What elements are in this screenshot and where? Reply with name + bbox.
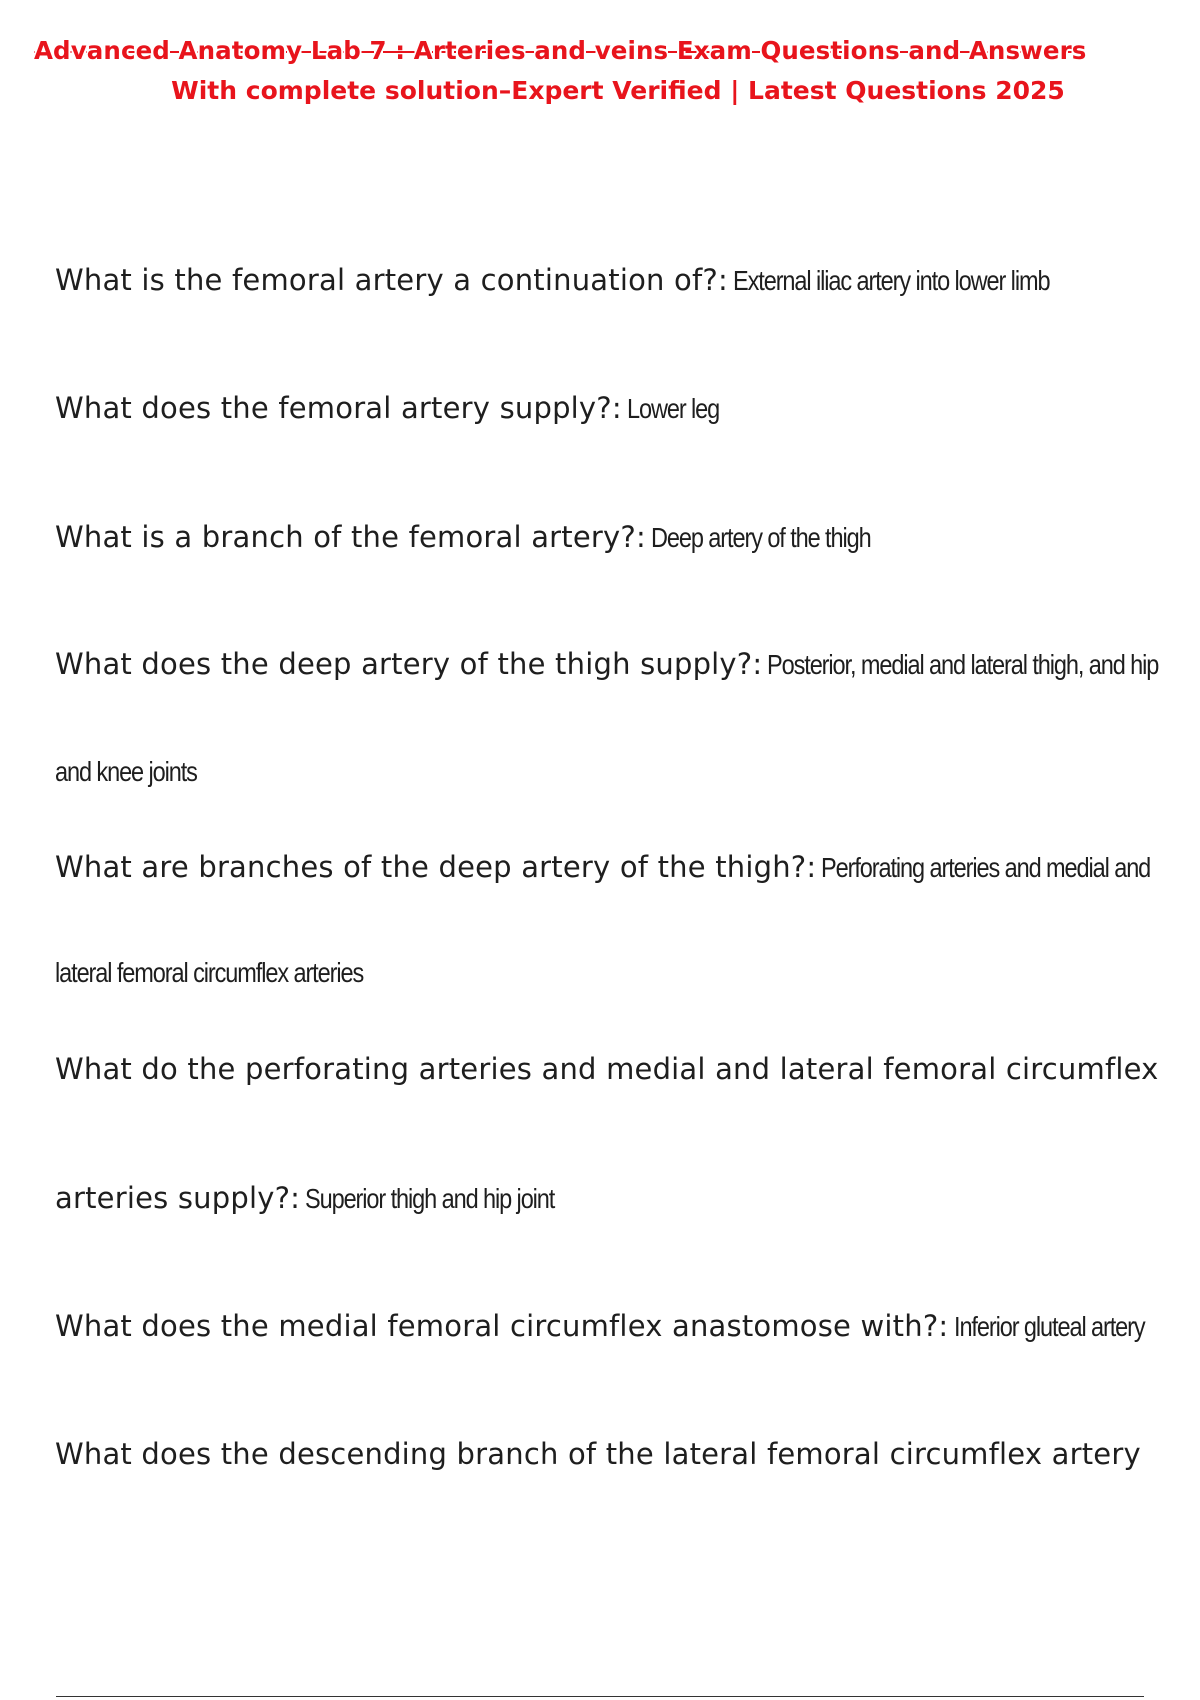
document-subtitle: With complete solution–Expert Verified | Latest Questions 2025: [171, 76, 1065, 105]
question-text: What does the descending branch of the lateral femoral circumflex artery: [55, 1437, 1141, 1471]
question-text: What does the femoral artery supply?:: [55, 391, 622, 425]
answer-text: External iliac artery into lower limb: [733, 265, 1050, 296]
question-text: What is the femoral artery a continuation of?:: [55, 263, 728, 297]
footer-divider: [56, 1696, 1144, 1697]
question-text: What does the medial femoral circumflex anastomose with?:: [55, 1309, 949, 1343]
question-text: What does the deep artery of the thigh supply?:: [55, 647, 763, 681]
question-text: What do the perforating arteries and medial and lateral femoral circumflex: [55, 1052, 1159, 1086]
answer-text: Inferior gluteal artery: [953, 1311, 1145, 1342]
question-text: What are branches of the deep artery of the thigh?:: [55, 850, 817, 884]
answer-text: Perforating arteries and medial and: [821, 852, 1151, 883]
question-continuation: [55, 1178, 602, 1223]
qa-item: [55, 388, 1200, 433]
answer-text: lateral femoral circumflex arteries: [55, 957, 364, 988]
answer-text: Lower leg: [626, 393, 720, 424]
qa-item: [55, 517, 1200, 562]
question-text: What is a branch of the femoral artery?:: [55, 520, 646, 554]
answer-text: and knee joints: [55, 756, 197, 787]
qa-item: [55, 1049, 1200, 1094]
answer-continuation: [55, 953, 422, 997]
qa-item: [55, 1306, 1200, 1351]
answer-continuation: [55, 752, 224, 796]
answer-text: Posterior, medial and lateral thigh, and hip: [767, 649, 1159, 680]
qa-item: [55, 847, 1200, 892]
answer-text: Deep artery of the thigh: [651, 522, 871, 553]
qa-item: [55, 260, 1200, 305]
answer-text: Superior thigh and hip joint: [305, 1183, 555, 1214]
qa-item: [55, 644, 1200, 689]
question-text: arteries supply?:: [55, 1181, 301, 1215]
document-title: Advanced Anatomy Lab 7 : Arteries and veins Exam Questions and Answers: [34, 36, 1087, 65]
qa-item: [55, 1434, 1200, 1479]
